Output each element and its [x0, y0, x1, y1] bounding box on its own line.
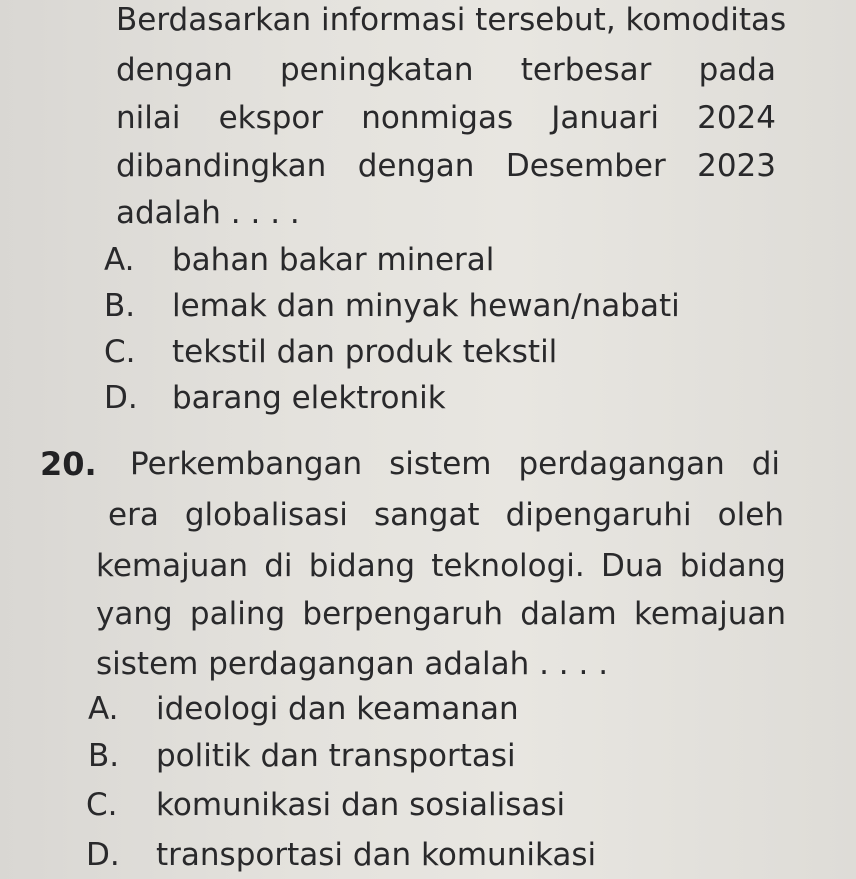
question-19-stem-line: Berdasarkan informasi tersebut, komoditas [116, 2, 787, 38]
option-letter: C. [86, 787, 118, 823]
option-letter: B. [104, 288, 136, 324]
question-20-stem-line: era globalisasi sangat dipengaruhi oleh [108, 497, 784, 533]
question-19-stem-line: dibandingkan dengan Desember 2023 [116, 148, 776, 184]
option-letter: A. [104, 242, 135, 278]
option-text: transportasi dan komunikasi [156, 837, 597, 873]
question-20-stem-line: sistem perdagangan adalah . . . . [96, 646, 609, 682]
question-19-stem-line: adalah . . . . [116, 195, 300, 231]
question-19-stem-line: nilai ekspor nonmigas Januari 2024 [116, 100, 776, 136]
option-text: bahan bakar mineral [172, 242, 495, 278]
option-text: politik dan transportasi [156, 738, 516, 774]
option-letter: D. [86, 837, 120, 873]
option-letter: D. [104, 380, 138, 416]
option-text: tekstil dan produk tekstil [172, 334, 558, 370]
question-number: 20. [40, 445, 97, 483]
question-20-stem-line: kemajuan di bidang teknologi. Dua bidang [96, 548, 786, 584]
option-letter: B. [88, 738, 120, 774]
option-text: barang elektronik [172, 380, 446, 416]
question-20-stem-line: Perkembangan sistem perdagangan di [130, 446, 780, 482]
option-letter: A. [88, 691, 119, 727]
question-19-stem-line: dengan peningkatan terbesar pada [116, 52, 776, 88]
option-text: lemak dan minyak hewan/nabati [172, 288, 680, 324]
question-20-stem-line: yang paling berpengaruh dalam kemajuan [96, 596, 786, 632]
option-letter: C. [104, 334, 136, 370]
option-text: ideologi dan keamanan [156, 691, 519, 727]
option-text: komunikasi dan sosialisasi [156, 787, 566, 823]
